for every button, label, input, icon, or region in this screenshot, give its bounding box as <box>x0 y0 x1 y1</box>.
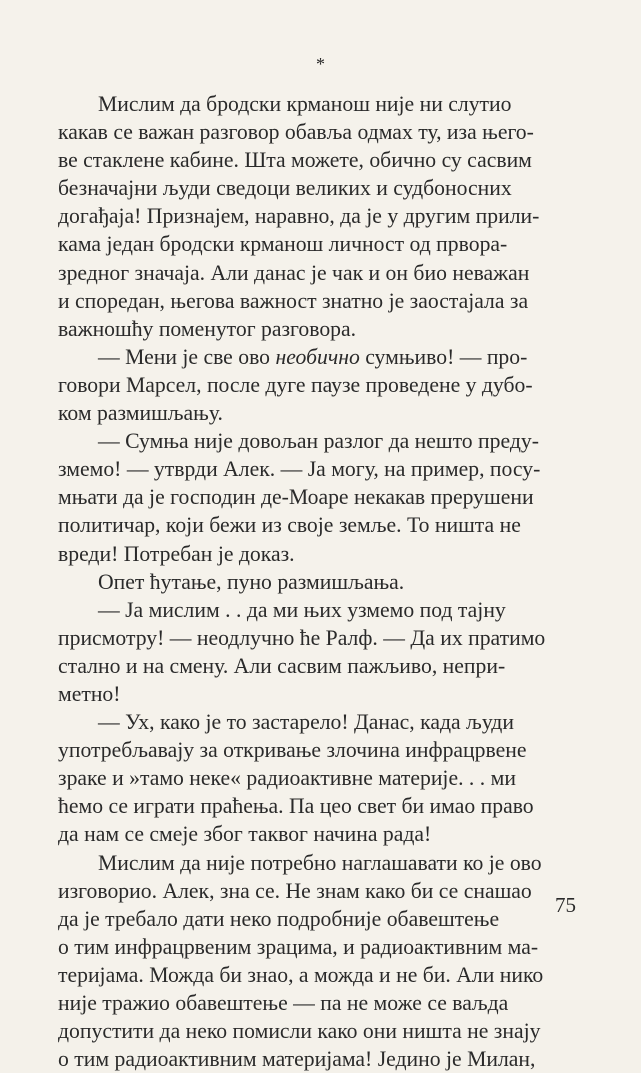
text-line: важношћу поменутог разговора. <box>58 316 357 341</box>
text-line: присмотру! — неодлучно ће Ралф. — Да их пратимо <box>58 625 546 650</box>
paragraph-2 <box>58 343 573 427</box>
text-line: теријама. Можда би знао, а можда и не би. Али нико <box>58 962 544 987</box>
paragraph-5 <box>58 596 573 708</box>
text-segment: — Мени је све ово <box>98 344 276 369</box>
text-line: и споредан, његова важност знатно је заостајала за <box>58 288 529 313</box>
text-line: догађаја! Признајем, наравно, да је у другим прили- <box>58 204 540 229</box>
section-asterisk: * <box>316 54 325 74</box>
text-line: о тим радиоактивним материјама! Једино је Милан, <box>58 1047 536 1072</box>
paragraph-1 <box>58 90 573 343</box>
text-line: да је требало дати неко подробније обавештење <box>58 906 500 931</box>
text-line: Мислим да није потребно наглашавати ко је ово <box>98 850 542 875</box>
text-line: није тражио обавештење — па не може се ваљда <box>58 991 509 1015</box>
text-line: говори Марсел, после дуге паузе проведене у дубо- <box>58 372 533 397</box>
text-line: какав се важан разговор обавља одмах ту, иза њего- <box>58 120 534 145</box>
text-line: — Ух, како је то застарело! Данас, када људи <box>98 710 514 735</box>
text-line: мњати да је господин де-Моаре некакав прерушени <box>58 485 534 510</box>
text-line: изговорио. Алек, зна се. Не знам како би се снашао <box>58 878 532 903</box>
text-line: Мислим да бродски крманош није ни слутио <box>98 92 512 116</box>
text-line: употребљавају за откривање злочина инфрацрвене <box>58 738 527 763</box>
text-line: ком размишљању. <box>58 401 223 426</box>
text-line: ве стаклене кабине. Шта можете, обично су сасвим <box>58 148 532 173</box>
text-line: безначајни људи сведоци великих и судбоносних <box>58 176 512 201</box>
paragraph-3 <box>58 427 573 567</box>
text-line: да нам се смеје због таквог начина рада! <box>58 822 432 847</box>
emphasis-text: необично <box>275 344 360 369</box>
text-line: стално и на смену. Али сасвим пажљиво, непри- <box>58 653 506 678</box>
text-line: Опет ћутање, пуно размишљања. <box>98 569 405 594</box>
text-line: — Ја мислим . . да ми њих узмемо под тајну <box>98 597 506 622</box>
paragraph-6 <box>58 708 573 848</box>
body-text <box>58 90 573 1073</box>
text-line: зраке и »тамо неке« радиоактивне материје. . . ми <box>58 766 516 791</box>
text-line: змемо! — утврди Алек. — Ја могу, на пример, посу- <box>58 457 541 482</box>
text-line: зредног значаја. Али данас је чак и он био неважан <box>58 260 530 285</box>
text-line: допустити да неко помисли како они ништа не знају <box>58 1019 541 1044</box>
text-line: вреди! Потребан је доказ. <box>58 541 295 566</box>
text-line: о тим инфрацрвеним зрацима, и радиоактивним ма- <box>58 934 539 959</box>
paragraph-4 <box>58 568 573 596</box>
page-number: 75 <box>555 893 576 917</box>
text-line: — Сумња није довољан разлог да нешто преду- <box>98 429 539 454</box>
text-segment: сумњиво! — про- <box>359 344 528 369</box>
text-line: ћемо се играти праћења. Па цео свет би имао право <box>58 794 534 819</box>
paragraph-7 <box>58 849 573 1073</box>
text-line: метно! <box>58 681 121 706</box>
text-line <box>98 345 527 369</box>
text-line: кама један бродски крманош личност од прворa- <box>58 232 508 257</box>
text-line: политичар, који бежи из своје земље. То ништа не <box>58 513 521 538</box>
